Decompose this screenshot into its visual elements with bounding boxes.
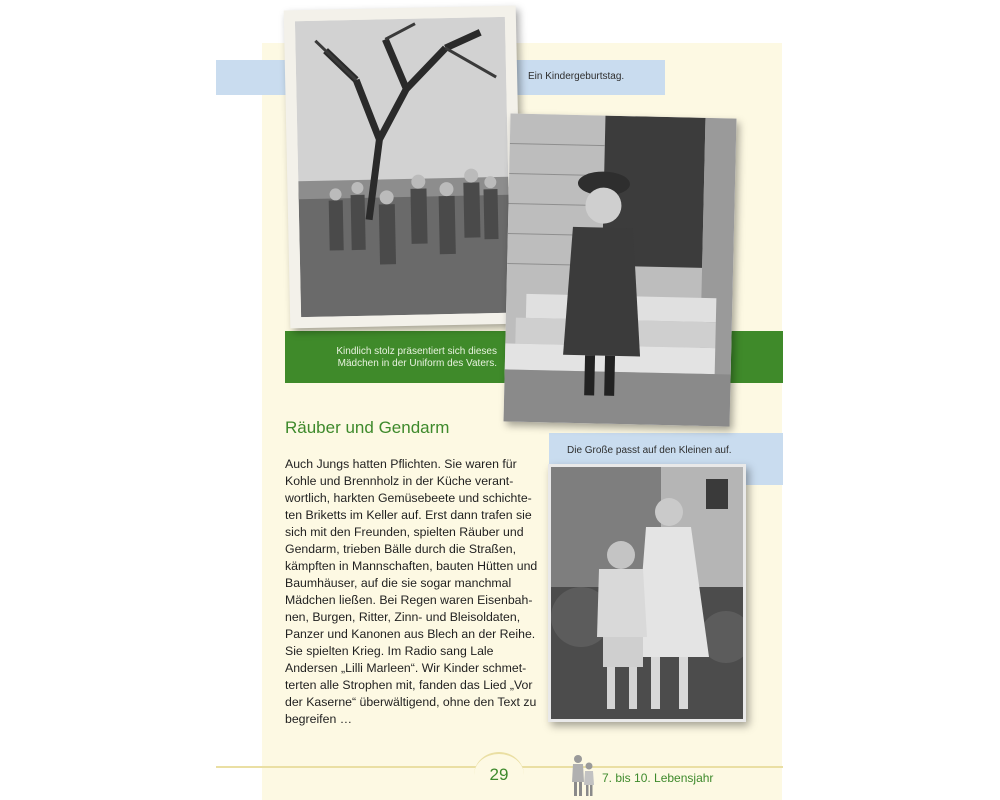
photo-girl-uniform-image — [504, 113, 737, 426]
photo-children-circle-image — [295, 17, 511, 317]
children-silhouette-icon — [569, 752, 597, 798]
caption-uniform-girl: Kindlich stolz präsentiert sich dieses Mädchen in der Uniform des Vaters. — [336, 346, 497, 369]
chapter-label: 7. bis 10. Lebensjahr — [602, 771, 714, 785]
photo-siblings — [548, 464, 746, 722]
caption-birthday: Ein Kindergeburtstag. — [528, 71, 625, 82]
caption-siblings: Die Große passt auf den Kleinen auf. — [567, 445, 732, 456]
photo-children-circle — [284, 6, 523, 329]
article-heading: Räuber und Gendarm — [285, 418, 450, 437]
photo-girl-uniform — [504, 113, 737, 426]
photo-siblings-image — [551, 467, 743, 719]
article-body: Auch Jungs hatten Pflichten. Sie waren für Kohle und Brennholz in der Küche verant-wortlich, harkten Gemüsebeete und schichte-ten Briketts im Keller auf. Erst dann trafen sie sich mit den Freunden, spielten Räuber und Gendarm, trieben Bälle durch die Straßen, kämpften in Mannschaften, bauten Hütten und Baumhäuser, auf die sie sogar manchmal Mädchen ließen. Bei Regen waren Eisenbah-nen, Burgen, Ritter, Zinn- und Bleisoldaten, Panzer und Kanonen aus Blech an der Reihe. Sie spielten Krieg. Im Radio sang Lale Andersen „Lilli Marleen“. Wir Kinder schmet-terten alle Strophen mit, fanden das Lied „Vor der Kaserne“ überwältigend, ohne den Text zu begreifen … — [285, 457, 538, 726]
page-number: 29 — [489, 765, 509, 784]
